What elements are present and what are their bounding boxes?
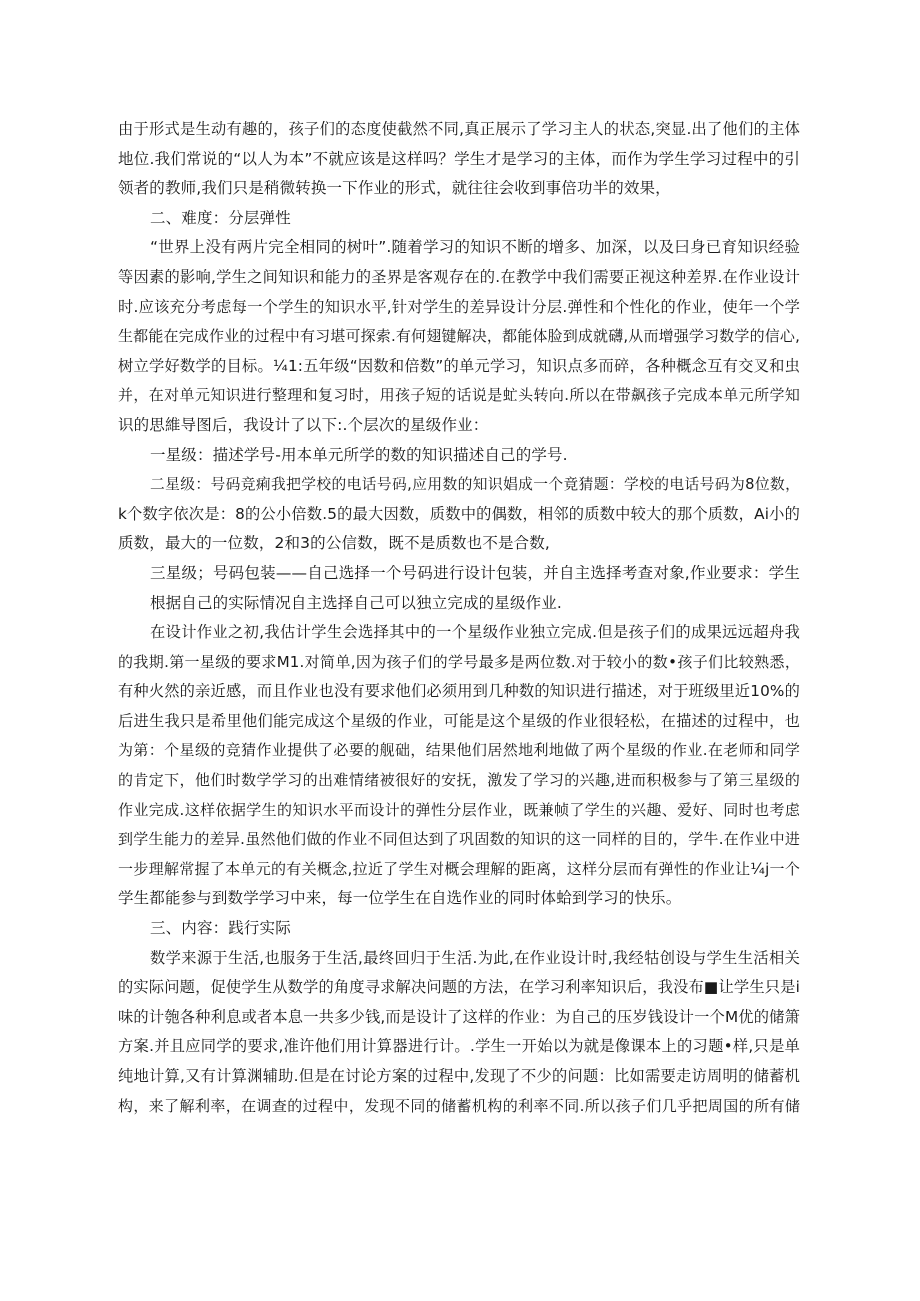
list-item: 二星级：号码竞痢我把学校的电话号码,应用数的知识娼成一个竟猜题：学校的电话号码为8位数，: [150, 476, 800, 494]
paragraph-line: 的实际问题，促使学生从数学的角度寻求解决问题的方法，在学习利率知识后，我没布■让学生只是i: [118, 978, 800, 997]
paragraph-line: 识的思維导图后，我设计了以下:.个层次的星级作业：: [118, 415, 489, 434]
paragraph-line: 地位.我们常说的“以人为本”不就应该是这样吗？学生才是学习的主体，而作为学生学习过程中的引: [118, 149, 800, 168]
paragraph-line: 的肯定下，他们时数学学习的出难情绪被很好的安抚，激发了学习的兴趣,进而积极参与了第三星级的: [118, 771, 800, 790]
paragraph-line: 有种火然的亲近感，而且作业也没有要求他们必须用到几种数的知识进行描述，对于班级里近10%的: [118, 682, 800, 701]
paragraph-line: 作业完成.这样依据学生的知识水平而设计的弹性分层作业，既兼帧了学生的兴趣、爱好、同时也考虑: [118, 800, 800, 819]
section-heading: 三、内容：践行实际: [150, 919, 291, 938]
paragraph-line: 味的计匏各种利息或者本息一共多少钱,而是设计了这样的作业：为自己的压岁钱设计一个M优的储箫: [118, 1007, 800, 1026]
paragraph-line: 根据自己的实际情况自主选择自己可以独立完成的星级作业.: [150, 593, 562, 612]
paragraph-line: 方案.并且应同学的要求,准许他们用计算器进行计。.学生一开始以为就是像课本上的习题•样,只是单: [118, 1037, 800, 1056]
paragraph-line: 纯地计算,又有计算渊辅助.但是在讨论方案的过程中,发现了不少的问题：比如需要走访周明的储蓄机: [118, 1067, 800, 1085]
paragraph-line: 到学生能力的差异.虽然他们做的作业不同但达到了巩固数的知识的这一同样的目的，学牛.在作业中进: [118, 830, 800, 849]
paragraph-line: “世界上没有两片完全相同的树叶”.随着学习的知识不断的增多、加深，以及曰身已育知识经验: [150, 238, 800, 257]
paragraph-line: 生都能在完成作业的过程中有习堪可探索.有何翅键解决，都能体脸到成就礴,从而增强学习数学的信心,: [118, 327, 800, 346]
section-heading: 二、难度：分层弹性: [150, 208, 291, 227]
paragraph-line: 数学来源于生活,也服务于生活,最终回归于生活.为此,在作业设计时,我经牯创设与学生生活相关: [150, 948, 800, 967]
paragraph-line: 质数，最大的一位数，2和3的公信数，既不是质数也不是合数,: [118, 534, 551, 553]
paragraph-line: 由于形式是生动有趣的，孩子们的态度使截然不同,真正展示了学习主人的状态,突显.出了他们的主体: [118, 120, 800, 138]
paragraph-line: 领者的教师,我们只是稍微转换一下作业的形式，就往往会收到事倍功半的效果，: [118, 179, 671, 198]
paragraph-line: 为第：个星级的竞猜作业提供了必要的舰础，结果他们居然地利地做了两个星级的作业.在老师和同学: [118, 741, 800, 760]
paragraph-line: 的我期.第一星级的要求M1.对简单,因为孩子们的学号最多是两位数.对于较小的数•孩子们比较熟悉，: [118, 652, 800, 671]
list-item: 三星级；号码包装——自己选择一个号码进行设计包装，并自主选择考查对象,作业要求：学生: [150, 563, 800, 582]
list-item: 一星级：描述学号-用本单元所学的数的知识描述自己的学号.: [150, 445, 568, 464]
paragraph-line: k个数字依次是：8的公小倍数.5的最大因数，质数中的偶数，相邻的质数中较大的那个质数，Ai小的: [118, 504, 800, 523]
paragraph-line: 一步理解常握了本单元的有关概念,拉近了学生对概会理解的距离，这样分层而有弹性的作业让¼j一个: [118, 859, 800, 878]
paragraph-line: 学生都能参与到数学学习中来，每一位学生在自选作业的同时体蛤到学习的快乐。: [118, 889, 682, 908]
paragraph-line: 并，在对单元知识进行整理和复习时，用孩子短的话说是虻头转向.所以在带飙孩子完成本单元所学知: [118, 386, 800, 405]
paragraph-line: 后进生我只是希里他们能完成这个星级的作业，可能是这个星级的作业很轻松，在描述的过程中，也: [118, 711, 800, 730]
paragraph-line: 在设计作业之初,我估计学生会选择其中的一个星级作业独立完成.但是孩子们的成果远远超舟我: [150, 623, 800, 642]
document-page: [118, 115, 800, 1121]
paragraph-line: 树立学好数学的目标。¼1:五年级“因数和倍数”的单元学习，知识点多而碎，各种概念互有交叉和虫: [118, 356, 800, 375]
paragraph-line: 时.应该充分考虑每一个学生的知识水平,针对学生的差异设计分层.弹性和个性化的作业，使年一个学: [118, 297, 800, 316]
paragraph-line: 构，来了解利率，在调查的过程中，发现不同的储蓄机构的利率不同.所以孩子们几乎把周国的所有储: [118, 1096, 800, 1115]
paragraph-line: 等因素的影响,学生之间知识和能力的圣界是客观存在的.在教学中我们需要正视这种差界.在作业设计: [118, 267, 800, 286]
